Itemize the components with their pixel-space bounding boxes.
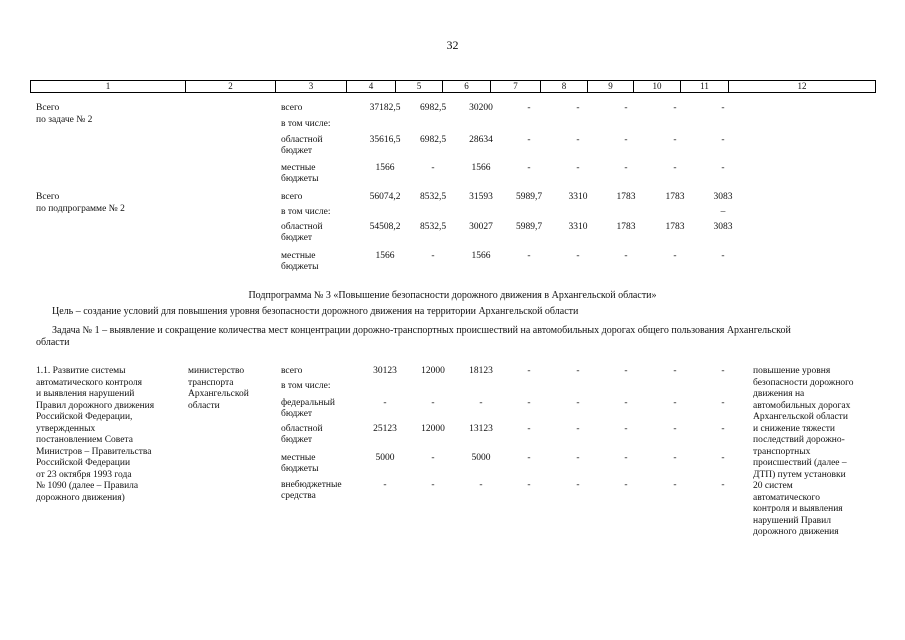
item-1-1-result: контроля и выявления — [753, 504, 843, 514]
item-1-1-value-cell: 18123 — [469, 366, 493, 376]
subprog2-value-cell: 8532,5 — [419, 222, 447, 232]
subprog2-row-label: областной — [281, 222, 323, 232]
task2-value-cell: 37182,5 — [369, 103, 401, 113]
item-1-1-title: Министров – Правительства — [36, 446, 152, 457]
item-1-1-value-cell: - — [721, 398, 725, 408]
task2-value-cell: - — [576, 163, 580, 173]
item-1-1-result: автоматического — [753, 492, 820, 503]
subprog2-value-cell: 5989,7 — [515, 222, 543, 232]
task2-value-cell: - — [624, 103, 628, 113]
item-1-1-value-cell: 13123 — [469, 424, 493, 434]
subprog2-value-cell: 8532,5 — [419, 192, 447, 202]
item-1-1-value-cell: - — [527, 480, 531, 490]
subprog2-row-label: местные — [281, 251, 316, 261]
task2-value-cell: - — [673, 163, 677, 173]
item-1-1-result: транспортных — [753, 446, 811, 457]
subprog2-value-cell: 3083 — [713, 222, 733, 232]
item-1-1-value-cell: - — [479, 398, 483, 408]
item-1-1-value-cell: - — [721, 366, 725, 376]
item-1-1-title: Российской Федерации, — [36, 412, 133, 422]
task-text-line1: Задача № 1 – выявление и сокращение количества мест концентрации дорожно-транспортных происшествий на автомобильных дорогах общего пользования Архангельской — [52, 325, 791, 336]
task2-value-cell: - — [624, 163, 628, 173]
item-1-1-value-cell: - — [383, 398, 387, 408]
subprog2-value-cell: 1783 — [616, 192, 636, 202]
item-1-1-row-label: средства — [281, 491, 316, 501]
item-1-1-result: движения на — [753, 389, 805, 399]
goal-text: Цель – создание условий для повышения уровня безопасности дорожного движения на территории Архангельской области — [52, 306, 579, 317]
item-1-1-result: и снижение тяжести — [753, 423, 835, 434]
subprog2-row-label: всего — [281, 192, 303, 202]
item-1-1-row-label: всего — [281, 366, 303, 376]
item-1-1-value-cell: - — [673, 424, 677, 434]
item-1-1-row-label: бюджеты — [281, 464, 319, 474]
header-col-5: 5 — [396, 81, 443, 92]
item-1-1-title: № 1090 (далее – Правила — [36, 481, 139, 491]
task2-value-cell: - — [431, 163, 435, 173]
subprog2-value-cell: 1783 — [665, 192, 685, 202]
task2-value-cell: 28634 — [469, 135, 493, 145]
task2-value-cell: - — [527, 135, 531, 145]
task2-value-cell: - — [673, 103, 677, 113]
item-1-1-result: Архангельской области — [753, 412, 848, 422]
subprog2-value-cell: 56074,2 — [369, 192, 401, 202]
header-col-6: 6 — [443, 81, 491, 92]
item-1-1-value-cell: - — [721, 453, 725, 463]
item-1-1-row-label: местные — [281, 453, 316, 463]
item-1-1-value-cell: - — [673, 366, 677, 376]
item-1-1-result: ДТП) путем установки — [753, 469, 846, 480]
item-1-1-value-cell: - — [576, 480, 580, 490]
item-1-1-title: Российской Федерации — [36, 458, 131, 468]
item-1-1-value-cell: - — [673, 453, 677, 463]
item-1-1-value-cell: - — [624, 398, 628, 408]
item-1-1-value-cell: 12000 — [421, 424, 445, 434]
subprog2-value-cell: 5989,7 — [515, 192, 543, 202]
task2-value-cell: - — [527, 103, 531, 113]
item-1-1-row-label: федеральный — [281, 398, 335, 408]
item-1-1-value-cell: - — [721, 480, 725, 490]
task2-value-cell: - — [527, 163, 531, 173]
item-1-1-result: безопасности дорожного — [753, 377, 854, 388]
item-1-1-value-cell: - — [673, 480, 677, 490]
subprog2-value-cell: - — [624, 251, 628, 261]
subprog2-value-cell: 31593 — [469, 192, 493, 202]
item-1-1-value-cell: - — [576, 424, 580, 434]
task2-row-label: местные — [281, 163, 316, 173]
item-1-1-value-cell: 5000 — [375, 453, 395, 463]
task2-total-label: по задаче № 2 — [36, 115, 93, 125]
header-col-12: 12 — [797, 81, 807, 91]
task2-value-cell: - — [721, 163, 725, 173]
item-1-1-executor: министерство — [188, 366, 245, 376]
task2-value-cell: - — [673, 135, 677, 145]
task2-value-cell: 1566 — [471, 163, 491, 173]
item-1-1-result: происшествий (далее – — [753, 458, 847, 468]
item-1-1-title: от 23 октября 1993 года — [36, 469, 132, 480]
item-1-1-executor: Архангельской — [188, 389, 249, 399]
task2-value-cell: 35616,5 — [369, 135, 401, 145]
item-1-1-executor: области — [188, 400, 220, 411]
item-1-1-value-cell: - — [527, 366, 531, 376]
item-1-1-value-cell: - — [479, 480, 483, 490]
task2-value-cell: 30200 — [469, 103, 493, 113]
subprog2-value-cell: - — [576, 251, 580, 261]
header-col-7: 7 — [491, 81, 541, 92]
item-1-1-value-cell: 30123 — [373, 366, 397, 376]
task2-value-cell: - — [624, 135, 628, 145]
subprog2-value-cell: – — [720, 207, 726, 217]
subprog2-value-cell: 54508,2 — [369, 222, 401, 232]
task2-row-label: бюджеты — [281, 174, 319, 184]
item-1-1-value-cell: - — [624, 453, 628, 463]
item-1-1-row-label: внебюджетные — [281, 480, 342, 490]
item-1-1-result: дорожного движения — [753, 527, 839, 537]
item-1-1-row-label: бюджет — [281, 435, 313, 445]
subprog2-total-label: Всего — [36, 192, 60, 202]
item-1-1-title: утвержденных — [36, 423, 96, 434]
item-1-1-value-cell: - — [431, 398, 435, 408]
item-1-1-result: 20 систем — [753, 481, 793, 491]
item-1-1-result: последствий дорожно- — [753, 435, 845, 445]
subprog2-value-cell: 3310 — [568, 192, 588, 202]
subprogram-title: Подпрограмма № 3 «Повышение безопасности дорожного движения в Архангельской области» — [248, 290, 657, 301]
subprog2-value-cell: - — [527, 251, 531, 261]
subprog2-value-cell: 1783 — [616, 222, 636, 232]
item-1-1-title: 1.1. Развитие системы — [36, 366, 126, 376]
item-1-1-title: постановлением Совета — [36, 435, 133, 445]
item-1-1-title: автоматического контроля — [36, 377, 143, 388]
item-1-1-executor: транспорта — [188, 377, 234, 388]
subprog2-row-label: бюджет — [281, 233, 313, 243]
item-1-1-value-cell: - — [431, 480, 435, 490]
subprog2-value-cell: 30027 — [469, 222, 493, 232]
header-col-1: 1 — [31, 81, 186, 92]
task2-value-cell: - — [576, 135, 580, 145]
task2-total-label: Всего — [36, 103, 60, 113]
task2-row-label: областной — [281, 135, 323, 145]
task-text-line2: области — [36, 337, 70, 348]
header-col-8: 8 — [541, 81, 588, 92]
item-1-1-value-cell: - — [673, 398, 677, 408]
item-1-1-value-cell: - — [527, 453, 531, 463]
item-1-1-row-label: областной — [281, 424, 323, 434]
task2-value-cell: 1566 — [375, 163, 395, 173]
item-1-1-value-cell: - — [383, 480, 387, 490]
subprog2-value-cell: - — [431, 251, 435, 261]
item-1-1-result: автомобильных дорогах — [753, 400, 851, 411]
item-1-1-value-cell: 5000 — [471, 453, 491, 463]
item-1-1-result: повышение уровня — [753, 366, 831, 376]
subprog2-value-cell: 3310 — [568, 222, 588, 232]
page-number: 32 — [446, 38, 459, 52]
item-1-1-row-label: бюджет — [281, 409, 313, 419]
subprog2-value-cell: 1566 — [375, 251, 395, 261]
task2-value-cell: - — [576, 103, 580, 113]
item-1-1-value-cell: - — [576, 453, 580, 463]
subprog2-value-cell: 1783 — [665, 222, 685, 232]
item-1-1-value-cell: - — [576, 366, 580, 376]
subprog2-value-cell: 3083 — [713, 192, 733, 202]
item-1-1-value-cell: - — [527, 398, 531, 408]
item-1-1-title: Правил дорожного движения — [36, 400, 155, 411]
subprog2-value-cell: 1566 — [471, 251, 491, 261]
subprog2-value-cell: - — [721, 251, 725, 261]
subprog2-total-label: по подпрограмме № 2 — [36, 204, 125, 214]
item-1-1-value-cell: - — [527, 424, 531, 434]
header-col-10: 10 — [634, 81, 681, 92]
header-col-4: 4 — [347, 81, 396, 92]
header-col-2: 2 — [186, 81, 276, 92]
item-1-1-value-cell: - — [721, 424, 725, 434]
item-1-1-result: нарушений Правил — [753, 515, 831, 526]
item-1-1-title: дорожного движения) — [36, 492, 125, 503]
subprog2-value-cell: - — [673, 251, 677, 261]
item-1-1-title: и выявления нарушений — [36, 389, 135, 399]
item-1-1-value-cell: - — [576, 398, 580, 408]
item-1-1-value-cell: - — [431, 453, 435, 463]
task2-value-cell: 6982,5 — [419, 103, 447, 113]
header-col-11: 11 — [681, 81, 729, 92]
item-1-1-value-cell: 12000 — [421, 366, 445, 376]
item-1-1-value-cell: - — [624, 366, 628, 376]
task2-value-cell: - — [721, 103, 725, 113]
header-col-3: 3 — [276, 81, 347, 92]
item-1-1-value-cell: - — [624, 424, 628, 434]
task2-value-cell: - — [721, 135, 725, 145]
task2-value-cell: 6982,5 — [419, 135, 447, 145]
task2-row-label: всего — [281, 103, 303, 113]
subprog2-row-label: бюджеты — [281, 262, 319, 272]
table-header-row — [30, 80, 876, 93]
item-1-1-value-cell: - — [624, 480, 628, 490]
item-1-1-value-cell: 25123 — [373, 424, 397, 434]
item-1-1-row-label: в том числе: — [281, 381, 331, 391]
subprog2-row-label: в том числе: — [281, 207, 331, 217]
task2-row-label: в том числе: — [281, 119, 331, 129]
header-col-9: 9 — [588, 81, 634, 92]
task2-row-label: бюджет — [281, 146, 313, 156]
